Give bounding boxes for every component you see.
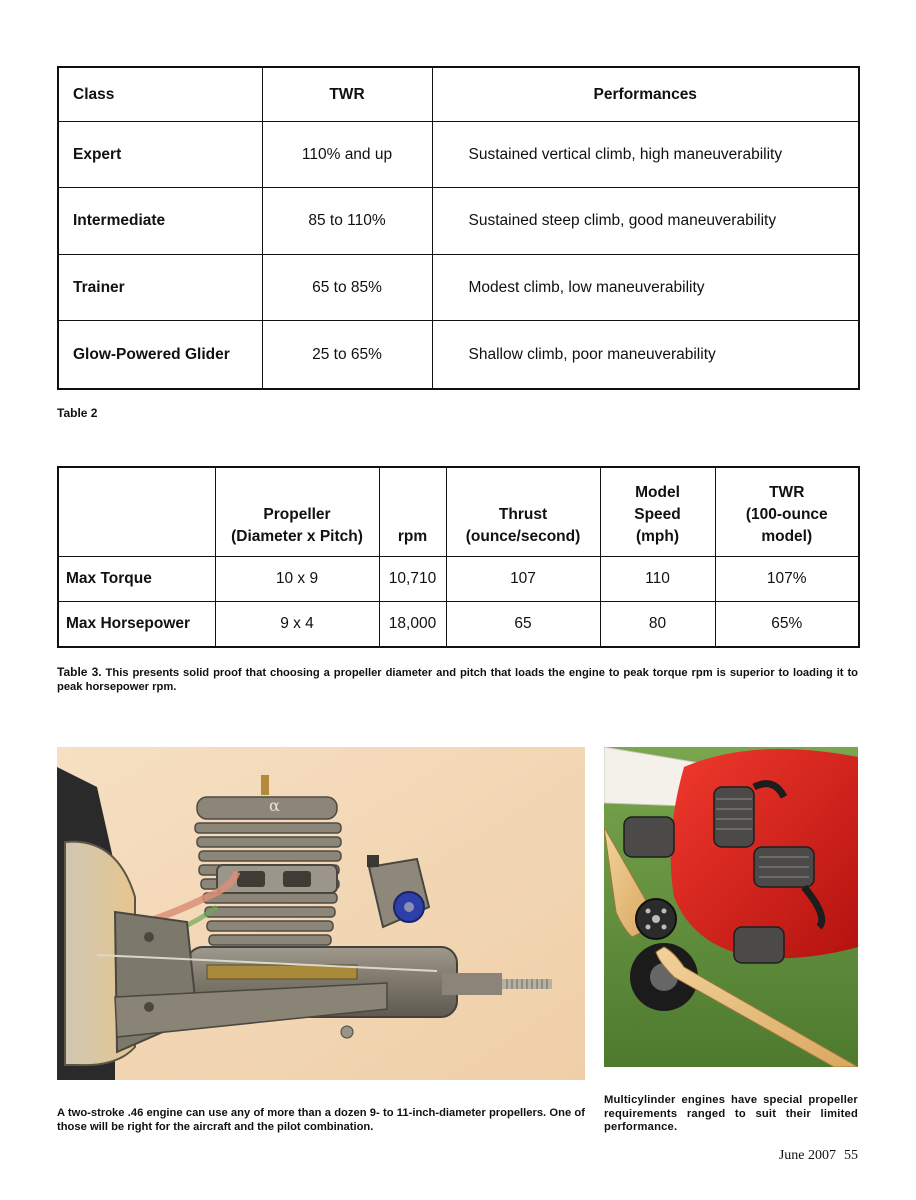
- header-propeller-line2: (Diameter x Pitch): [231, 528, 363, 545]
- table-3-caption-lead: Table 3.: [57, 665, 102, 679]
- class-cell: Trainer: [58, 254, 262, 320]
- performance-cell: Sustained vertical climb, high maneuverability: [432, 122, 859, 188]
- twr-cell: 65%: [715, 602, 859, 648]
- page-folio: [779, 1148, 858, 1164]
- table-3-caption: [57, 666, 858, 694]
- rpm-cell: 10,710: [379, 557, 446, 602]
- twr-cell: 65 to 85%: [262, 254, 432, 320]
- table-3-caption-text: This presents solid proof that choosing a propeller diameter and pitch that loads the engine to peak torque rpm is superior to loading it to peak horsepower rpm.: [57, 667, 859, 693]
- table-row: [58, 602, 859, 648]
- header-twr-line2: (100-ounce: [745, 506, 828, 523]
- thrust-cell: 65: [446, 602, 600, 648]
- table-row: [58, 254, 859, 320]
- twr-cell: 25 to 65%: [262, 321, 432, 389]
- header-rpm: rpm: [379, 467, 446, 557]
- header-thrust-line1: Thrust: [498, 506, 548, 523]
- radial-engine-photo: [604, 747, 858, 1067]
- table-header-row: [58, 67, 859, 122]
- header-class: Class: [58, 67, 262, 122]
- header-speed-line2: Speed: [634, 506, 681, 523]
- class-cell: Glow-Powered Glider: [58, 321, 262, 389]
- header-thrust: [446, 467, 600, 557]
- performance-cell: Shallow climb, poor maneuverability: [432, 321, 859, 389]
- header-twr: TWR: [262, 67, 432, 122]
- table-row: [58, 188, 859, 254]
- engine-head-mark: α: [269, 796, 280, 815]
- header-twr-line1: TWR: [769, 484, 805, 501]
- page-number: 55: [844, 1148, 858, 1163]
- header-twr-line3: model): [761, 528, 813, 545]
- twr-cell: 110% and up: [262, 122, 432, 188]
- header-propeller-line1: Propeller: [263, 506, 331, 523]
- table-row: [58, 122, 859, 188]
- twr-cell: 107%: [715, 557, 859, 602]
- table-row: [58, 321, 859, 389]
- thrust-cell: 107: [446, 557, 600, 602]
- class-cell: Expert: [58, 122, 262, 188]
- table-2-caption: Table 2: [57, 406, 98, 420]
- header-thrust-line2: (ounce/second): [465, 528, 581, 545]
- propeller-cell: 9 x 4: [215, 602, 379, 648]
- performance-cell: Modest climb, low maneuverability: [432, 254, 859, 320]
- header-speed-line1: Model: [635, 484, 680, 501]
- table-3: [57, 466, 860, 648]
- row-label: Max Horsepower: [58, 602, 215, 648]
- issue-date: June 2007: [778, 1148, 836, 1163]
- table-row: [58, 557, 859, 602]
- row-label: Max Torque: [58, 557, 215, 602]
- header-empty: [58, 467, 215, 557]
- speed-cell: 80: [600, 602, 715, 648]
- propeller-cell: 10 x 9: [215, 557, 379, 602]
- engine-photo-caption: A two-stroke .46 engine can use any of more than a dozen 9- to 11-inch-diameter propellers. One of those will be right for the aircraft and the pilot combination.: [57, 1107, 585, 1133]
- engine-photo: [57, 747, 585, 1080]
- table-2: [57, 66, 860, 390]
- table-header-row: [58, 467, 859, 557]
- header-propeller: [215, 467, 379, 557]
- class-cell: Intermediate: [58, 188, 262, 254]
- twr-cell: 85 to 110%: [262, 188, 432, 254]
- speed-cell: 110: [600, 557, 715, 602]
- header-twr: [715, 467, 859, 557]
- radial-photo-caption: Multicylinder engines have special propeller requirements ranged to suit their limited performance.: [604, 1094, 858, 1133]
- header-performances: Performances: [432, 67, 859, 122]
- performance-cell: Sustained steep climb, good maneuverability: [432, 188, 859, 254]
- header-speed: [600, 467, 715, 557]
- rpm-cell: 18,000: [379, 602, 446, 648]
- header-speed-line3: (mph): [635, 528, 680, 545]
